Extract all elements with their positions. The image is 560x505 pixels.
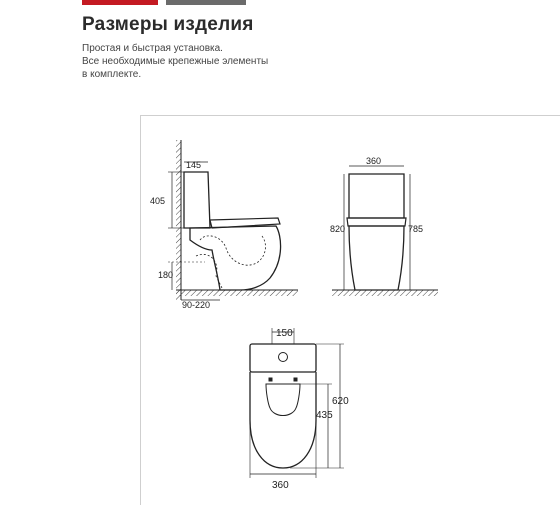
hinge-left [269, 378, 272, 381]
dim-620-label: 620 [332, 396, 349, 407]
dim-150-label: 150 [276, 328, 293, 339]
top-seat-inner [266, 384, 300, 416]
dim-145-label: 145 [186, 160, 202, 170]
side-trap [200, 236, 265, 265]
top-view [250, 328, 344, 478]
front-seat [347, 218, 406, 226]
dim-90-220-label: 90-220 [182, 300, 211, 310]
description-line-3: в комплекте. [82, 69, 142, 80]
floor-hatch [176, 290, 298, 296]
front-tank [349, 174, 404, 218]
wall-hatch [176, 140, 181, 300]
page-title: Размеры изделия [82, 14, 254, 35]
description-line-1: Простая и быстрая установка. [82, 43, 223, 54]
hinge-right [294, 378, 297, 381]
side-tank [184, 172, 210, 228]
side-bowl [190, 226, 281, 290]
top-bowl [250, 372, 316, 468]
dim-180-label: 180 [158, 270, 174, 280]
description-line-2: Все необходимые крепежные элементы [82, 56, 269, 67]
top-tank [250, 344, 316, 372]
dim-820-label: 820 [330, 224, 346, 234]
front-bowl [349, 226, 404, 290]
dim-front-360-label: 360 [366, 156, 382, 166]
dim-785-label: 785 [408, 224, 424, 234]
flush-button-icon [279, 353, 288, 362]
dim-405-label: 405 [150, 196, 166, 206]
dim-top-360-label: 360 [272, 480, 289, 491]
dim-435-label: 435 [316, 410, 333, 421]
side-outlet [196, 254, 222, 288]
front-floor-hatch [332, 290, 438, 296]
